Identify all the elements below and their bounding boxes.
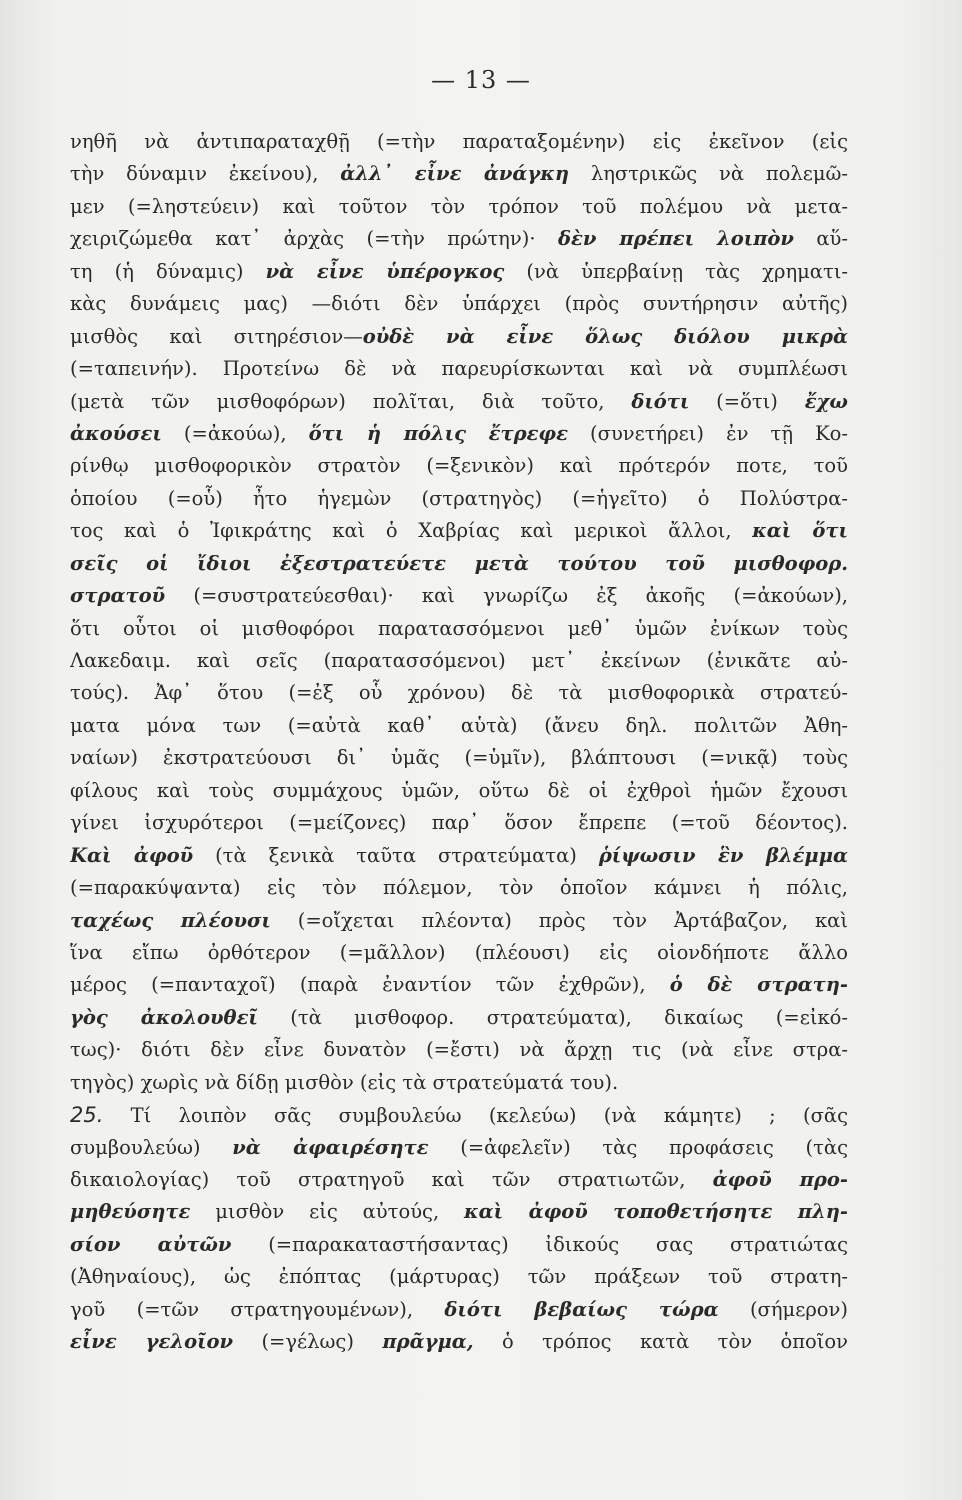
text-span: γίνει ἰσχυρότεροι (=μείζονες) παρ᾽ ὅσον ἔπρεπε (=τοῦ δέοντος).	[70, 811, 848, 835]
text-span: τὴν δύναμιν ἐκείνου),	[70, 162, 341, 186]
text-span: (μετὰ τῶν μισθοφόρων) πολῖται, διὰ τοῦτο,	[70, 389, 632, 413]
text-span: γοῦ (=τῶν στρατηγουμένων),	[70, 1297, 445, 1321]
text-line	[70, 1034, 848, 1066]
emphasized-text: ἀφοῦ προ-	[712, 1168, 848, 1191]
text-line	[70, 1002, 848, 1034]
emphasized-text: σεῖς οἱ ἴδιοι ἐξεστρατεύετε μετὰ τούτου τοῦ μισθοφορ.	[70, 551, 848, 575]
emphasized-text: Καὶ ἀφοῦ	[70, 843, 194, 867]
emphasized-text: πρᾶγμα,	[382, 1330, 474, 1354]
text-span: (=γέλως)	[233, 1330, 383, 1354]
text-span: (=ἀκούω),	[161, 421, 309, 445]
text-line	[70, 1229, 848, 1261]
text-span: (Ἀθηναίους), ὡς ἐπόπτας (μάρτυρας) τῶν πράξεων τοῦ στρατη-	[70, 1265, 848, 1289]
emphasized-text: οὐδὲ νὰ εἶνε ὅλως διόλου μικρὰ	[362, 324, 848, 348]
text-line	[70, 742, 848, 774]
text-span: χειριζώμεθα κατ᾽ ἀρχὰς (=τὴν πρώτην)·	[70, 227, 558, 251]
text-span: ὅτι οὗτοι οἱ μισθοφόροι παρατασσόμενοι μεθ᾽ ὑμῶν ἐνίκων τοὺς	[70, 616, 848, 640]
text-span: νηθῆ νὰ ἀντιπαραταχθῇ (=τὴν παραταξομένην) εἰς ἐκεῖνον (εἰς	[70, 130, 848, 153]
emphasized-text: δὲν πρέπει λοιπὸν	[557, 227, 794, 251]
text-line	[70, 483, 848, 515]
text-line	[70, 1261, 848, 1293]
text-line	[70, 645, 848, 677]
text-line	[70, 288, 848, 320]
emphasized-text: ἀκούσει	[70, 421, 162, 445]
text-span: μισθὸς καὶ σιτηρέσιον—	[70, 324, 363, 348]
emphasized-text: σίον αὐτῶν	[70, 1232, 232, 1256]
text-line	[70, 1067, 848, 1099]
emphasized-text: μηθεύσητε	[70, 1200, 191, 1224]
text-line	[70, 223, 848, 255]
text-span: (=οἴχεται πλέοντα) πρὸς τὸν Ἀρτάβαζον, καὶ	[270, 908, 848, 932]
emphasized-text: ταχέως πλέουσι	[70, 908, 271, 932]
text-span: τη (ἡ δύναμις)	[70, 259, 266, 283]
emphasized-text: νὰ ἀφαιρέσητε	[232, 1135, 429, 1159]
text-span: τούς). Ἀφ᾽ ὅτου (=ἐξ οὗ χρόνου) δὲ τὰ μισθοφορικὰ στρατεύ-	[70, 681, 848, 705]
text-span: (=παρακύψαντα) εἰς τὸν πόλεμον, τὸν ὁποῖον κάμνει ἡ πόλις,	[70, 876, 848, 900]
text-span: αὕ-	[793, 227, 848, 251]
text-span: Τί λοιπὸν σᾶς συμβουλεύω (κελεύω) (νὰ κάμητε) ; (σᾶς	[103, 1104, 848, 1128]
text-line	[70, 840, 848, 872]
text-line	[70, 1099, 848, 1131]
text-span: μεν (=ληστεύειν) καὶ τοῦτον τὸν τρόπον τοῦ πολέμου νὰ μετα-	[70, 194, 848, 218]
text-line	[70, 872, 848, 904]
text-span: (τὰ ξενικὰ ταῦτα στρατεύματα)	[193, 843, 599, 867]
text-line	[70, 969, 848, 1001]
emphasized-text: καὶ ὅτι	[752, 519, 848, 543]
text-span: (συνετήρει) ἐν τῇ Κο-	[567, 421, 848, 445]
text-span: ὁ τρόπος κατὰ τὸν ὁποῖον	[473, 1330, 848, 1354]
text-line	[70, 1294, 848, 1326]
emphasized-text: διότι βεβαίως τώρα	[444, 1297, 719, 1321]
section-number: 25.	[70, 1103, 104, 1128]
emphasized-text: καὶ ἀφοῦ τοποθετήσητε πλη-	[464, 1200, 848, 1224]
emphasized-text: στρατοῦ	[70, 584, 166, 608]
text-span: (=παρακαταστήσαντας) ἰδικούς σας στρατιώτας	[231, 1232, 848, 1256]
text-line	[70, 126, 848, 158]
text-span: (νὰ ὑπερβαίνῃ τὰς χρηματι-	[504, 259, 848, 283]
emphasized-text: νὰ εἶνε ὑπέρογκος	[265, 259, 505, 283]
text-line	[70, 321, 848, 353]
text-line	[70, 905, 848, 937]
text-span: Λακεδαιμ. καὶ σεῖς (παρατασσόμενοι) μετ᾽ ἐκείνων (ἐνικᾶτε αὐ-	[70, 649, 848, 672]
text-span: τηγὸς) χωρὶς νὰ δίδῃ μισθὸν (εἰς τὰ στρατεύματά του).	[70, 1070, 619, 1094]
text-line	[70, 386, 848, 418]
emphasized-text: διότι	[631, 389, 690, 413]
text-line	[70, 1196, 848, 1228]
text-line	[70, 613, 848, 645]
text-line	[70, 353, 848, 385]
emphasized-text: ῥίψωσιν ἓν βλέμμα	[598, 843, 848, 867]
text-line	[70, 580, 848, 612]
text-span: συμβουλεύω)	[70, 1135, 233, 1159]
text-span: ἵνα εἴπω ὀρθότερον (=μᾶλλον) (πλέουσι) εἰς οἱονδήποτε ἄλλο	[70, 940, 848, 964]
text-span: ματα μόνα των (=αὐτὰ καθ᾽ αὑτὰ) (ἄνευ δηλ. πολιτῶν Ἀθη-	[70, 713, 848, 737]
text-line	[70, 1164, 848, 1196]
text-span: ναίων) ἐκστρατεύουσι δι᾽ ὑμᾶς (=ὑμῖν), βλάπτουσι (=νικᾷ) τοὺς	[70, 746, 848, 770]
text-span: ρίνθῳ μισθοφορικὸν στρατὸν (=ξενικὸν) καὶ πρότερόν ποτε, τοῦ	[70, 454, 848, 478]
text-line	[70, 937, 848, 969]
text-line	[70, 158, 848, 190]
text-span: τως)· διότι δὲν εἶνε δυνατὸν (=ἔστι) νὰ ἄρχῃ τις (νὰ εἶνε στρα-	[70, 1038, 848, 1062]
emphasized-text: εἶνε γελοῖον	[70, 1330, 234, 1354]
text-span: μισθὸν εἰς αὐτούς,	[190, 1200, 465, 1224]
text-span: (τὰ μισθοφορ. στρατεύματα), δικαίως (=εἰκό-	[257, 1005, 848, 1029]
text-span: τος καὶ ὁ Ἰφικράτης καὶ ὁ Χαβρίας καὶ μερικοὶ ἄλλοι,	[70, 519, 753, 543]
text-span: ληστρικῶς νὰ πολεμῶ-	[569, 162, 848, 186]
text-span: (=ἀφελεῖν) τὰς προφάσεις (τὰς	[428, 1135, 848, 1159]
text-line	[70, 1326, 848, 1358]
emphasized-text: ὁ δὲ στρατη-	[669, 973, 848, 997]
text-span: ὁποίου (=οὗ) ἦτο ἡγεμὼν (στρατηγὸς) (=ἡγεῖτο) ὁ Πολύστρα-	[70, 486, 848, 510]
text-line	[70, 548, 848, 580]
text-line	[70, 450, 848, 482]
text-span: μέρος (=πανταχοῖ) (παρὰ ἐναντίον τῶν ἐχθρῶν),	[70, 973, 670, 997]
text-line	[70, 775, 848, 807]
page-number: — 13 —	[431, 66, 531, 94]
text-span: (=συστρατεύεσθαι)· καὶ γνωρίζω ἐξ ἀκοῆς (=ἀκούων),	[165, 584, 848, 608]
text-line	[70, 418, 848, 450]
text-line	[70, 515, 848, 547]
text-span: δικαιολογίας) τοῦ στρατηγοῦ καὶ τῶν στρατιωτῶν,	[70, 1168, 713, 1191]
text-line	[70, 256, 848, 288]
text-span: (σήμερον)	[718, 1297, 848, 1321]
text-line	[70, 710, 848, 742]
text-line	[70, 807, 848, 839]
emphasized-text: ἀλλ᾽ εἶνε ἀνάγκη	[340, 162, 570, 186]
text-span: (=ὅτι)	[689, 389, 805, 413]
body-text	[70, 126, 848, 1359]
text-line	[70, 191, 848, 223]
emphasized-text: γὸς ἀκολουθεῖ	[70, 1005, 258, 1029]
text-span: (=ταπεινήν). Προτείνω δὲ νὰ παρευρίσκωνται καὶ νὰ συμπλέωσι	[70, 357, 848, 381]
text-line	[70, 1132, 848, 1164]
emphasized-text: ἔχω	[804, 389, 848, 413]
text-line	[70, 677, 848, 709]
emphasized-text: ὅτι ἡ πόλις ἔτρεφε	[308, 421, 568, 445]
text-span: φίλους καὶ τοὺς συμμάχους ὑμῶν, οὕτω δὲ οἱ ἐχθροὶ ἡμῶν ἔχουσι	[70, 778, 848, 802]
text-span: κὰς δυνάμεις μας) —διότι δὲν ὑπάρχει (πρὸς συντήρησιν αὐτῆς)	[70, 292, 848, 316]
